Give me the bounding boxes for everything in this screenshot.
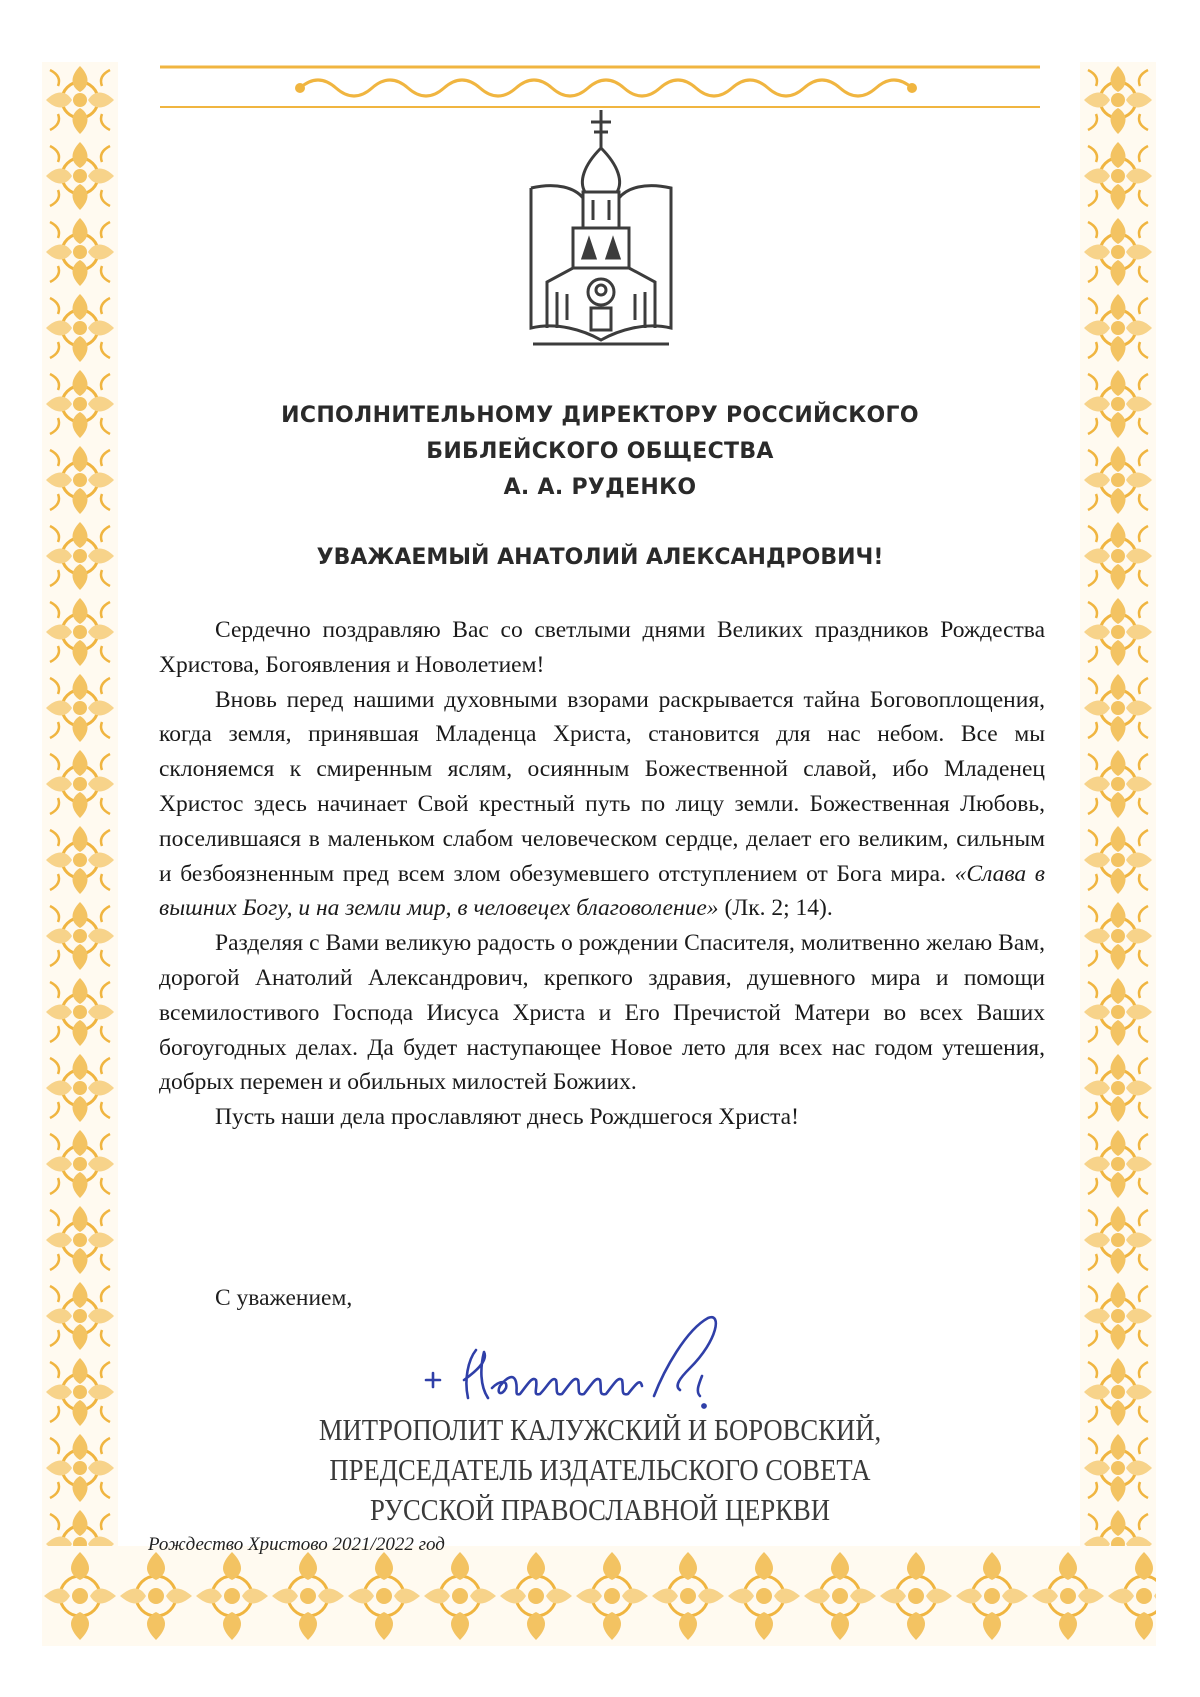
addressee-block — [180, 398, 1020, 506]
church-book-emblem-icon — [527, 108, 675, 356]
addressee-line-1: ИСПОЛНИТЕЛЬНОМУ ДИРЕКТОРУ РОССИЙСКОГО — [281, 403, 919, 428]
paragraph-1: Сердечно поздравляю Вас со светлыми днями Великих праздников Рождества Христова, Богоявления и Новолетием! — [159, 617, 1045, 678]
letter-body — [159, 613, 1045, 1135]
signatory-block — [256, 1410, 944, 1530]
signatory-line-2: ПРЕДСЕДАТЕЛЬ ИЗДАТЕЛЬСКОГО СОВЕТА — [329, 1452, 871, 1487]
closing-phrase: С уважением, — [215, 1285, 353, 1311]
ornamental-border-right — [1080, 62, 1156, 1582]
scripture-reference: (Лк. 2; 14). — [724, 895, 833, 922]
salutation: УВАЖАЕМЫЙ АНАТОЛИЙ АЛЕКСАНДРОВИЧ! — [316, 545, 884, 570]
paragraph-2 — [159, 683, 1045, 927]
date-line: Рождество Христово 2021/2022 год — [148, 1534, 445, 1555]
signatory-line-1: МИТРОПОЛИТ КАЛУЖСКИЙ И БОРОВСКИЙ, — [318, 1412, 882, 1447]
signatory-line-3: РУССКОЙ ПРАВОСЛАВНОЙ ЦЕРКВИ — [369, 1492, 831, 1527]
addressee-line-2: БИБЛЕЙСКОГО ОБЩЕСТВА — [426, 439, 774, 464]
handwritten-signature-icon — [418, 1310, 768, 1422]
ornamental-border-left — [42, 62, 118, 1582]
ornamental-border-bottom — [42, 1546, 1156, 1646]
paragraph-3: Разделяя с Вами великую радость о рождении Спасителя, молитвенно желаю Вам, дорогой Анатолий Александрович, крепкого здравия, душевного мира и помощи всемилостивого Господа Иисуса Христа и Его Пречистой Матери во всех Ваших богоугодных делах. Да будет наступающее Новое лето для всех нас годом утешения, добрых перемен и обильных милостей Божиих. — [159, 930, 1045, 1096]
top-decorative-rule — [160, 64, 1040, 110]
paragraph-2-text: Вновь перед нашими духовными взорами раскрывается тайна Боговоплощения, когда земля, принявшая Младенца Христа, становится для нас небом. Все мы склоняемся к смиренным яслям, осиянным Божественной славой, ибо Младенец Христос здесь начинает Свой крестный путь по лицу земли. Божественная Любовь, поселившаяся в маленьком слабом человеческом сердце, делает его великим, сильным и безбоязненным пред всем злом обезумевшего отступлением от Бога мира. — [159, 686, 1045, 887]
scripture-quote: «Слава в вышних Богу, и на земли мир, в человецех благоволение» — [159, 860, 1046, 922]
addressee-line-3: А. А. РУДЕНКО — [503, 475, 697, 500]
paragraph-4: Пусть наши дела прославляют днесь Рождшегося Христа! — [215, 1104, 799, 1131]
